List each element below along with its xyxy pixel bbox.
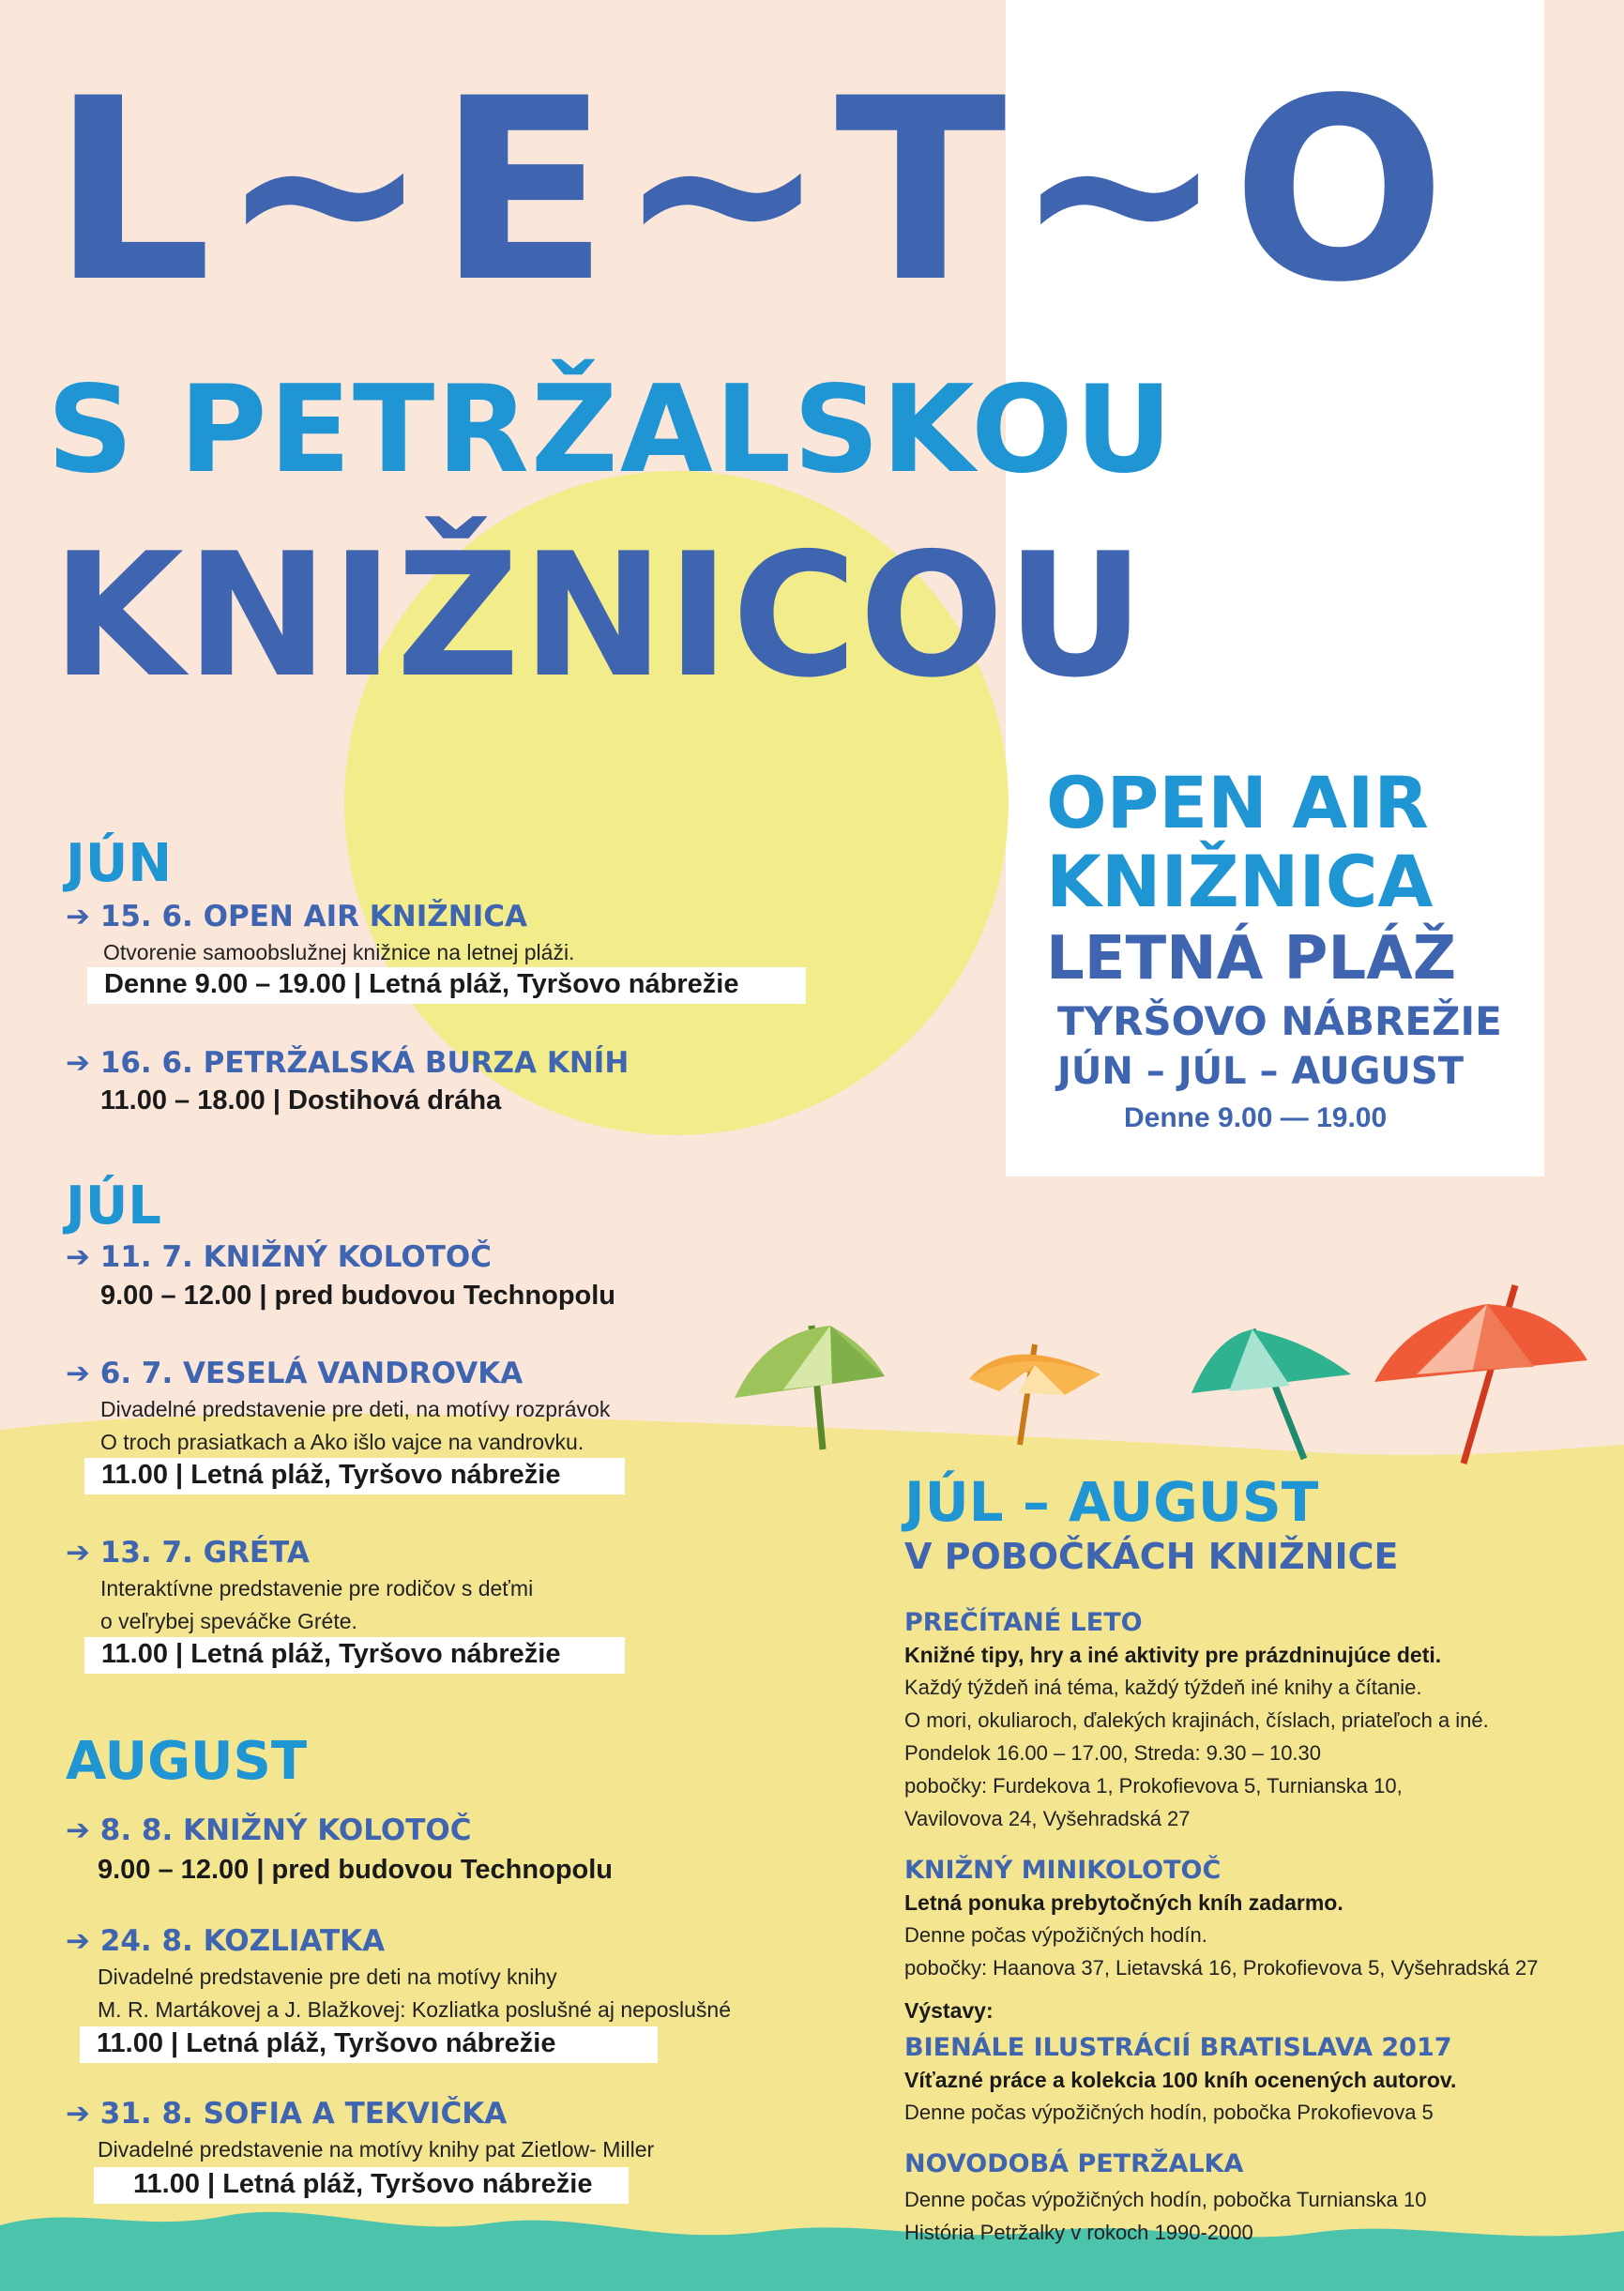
title-line-1: L~E~T~O: [52, 45, 1454, 338]
event-july-3-time: 11.00 | Letná pláž, Tyršovo nábrežie: [84, 1637, 625, 1674]
section-precitane-leto-line-4: pobočky: Furdekova 1, Prokofievova 5, Turnianska 10,: [904, 1774, 1403, 1798]
section-precitane-leto-line-1: Každý týždeň iná téma, každý týždeň iné knihy a čítanie.: [904, 1676, 1422, 1699]
branches-subheading: V POBOČKÁCH KNIŽNICE: [904, 1536, 1399, 1577]
section-bienale-line-1: Denne počas výpožičných hodín, pobočka Prokofievova 5: [904, 2101, 1434, 2124]
umbrella-teal-icon: [1187, 1318, 1356, 1464]
event-july-3-desc-2: o veľrybej speváčke Gréte.: [100, 1609, 357, 1633]
section-novodoba-title: NOVODOBÁ PETRŽALKA: [904, 2149, 1244, 2178]
event-august-2-desc-2: M. R. Martákovej a J. Blažkovej: Kozliatka poslušné aj neposlušné: [98, 1997, 731, 2022]
event-july-3-title: ➔ 13. 7. GRÉTA: [66, 1536, 310, 1570]
section-novodoba-line-2: História Petržalky v rokoch 1990-2000: [904, 2221, 1253, 2244]
info-kniznica: KNIŽNICA: [1046, 840, 1434, 923]
info-months: JÚN – JÚL – AUGUST: [1057, 1050, 1465, 1093]
info-hours: Denne 9.00 — 19.00: [1124, 1102, 1388, 1133]
event-june-2-title: ➔ 16. 6. PETRŽALSKÁ BURZA KNÍH: [66, 1046, 630, 1080]
section-precitane-leto-bold: Knižné tipy, hry a iné aktivity pre prázdninujúce deti.: [904, 1643, 1442, 1667]
event-august-2-title: ➔ 24. 8. KOZLIATKA: [66, 1924, 386, 1958]
exhibitions-label: Výstavy:: [904, 1998, 994, 2023]
event-august-1-title: ➔ 8. 8. KNIŽNÝ KOLOTOČ: [66, 1813, 472, 1847]
info-letna-plaz: LETNÁ PLÁŽ: [1046, 924, 1457, 994]
event-july-2-title: ➔ 6. 7. VESELÁ VANDROVKA: [66, 1357, 524, 1390]
month-june-heading: JÚN: [66, 833, 173, 894]
event-july-3-desc-1: Interaktívne predstavenie pre rodičov s deťmi: [100, 1576, 534, 1601]
umbrella-red-icon: [1370, 1281, 1590, 1468]
event-july-1-time: 9.00 – 12.00 | pred budovou Technopolu: [100, 1281, 616, 1311]
umbrella-green-icon: [727, 1309, 896, 1454]
info-open-air: OPEN AIR: [1046, 761, 1429, 844]
event-august-3-time: 11.00 | Letná pláž, Tyršovo nábrežie: [94, 2167, 629, 2204]
branches-heading: JÚL – AUGUST: [904, 1470, 1319, 1534]
month-july-heading: JÚL: [66, 1176, 161, 1237]
section-precitane-leto-line-5: Vavilovova 24, Vyšehradská 27: [904, 1807, 1191, 1830]
event-june-2-time: 11.00 – 18.00 | Dostihová dráha: [100, 1085, 502, 1115]
title-line-2: S PETRŽALSKOU: [47, 360, 1175, 500]
umbrella-orange-icon: [962, 1328, 1107, 1449]
month-august-heading: AUGUST: [66, 1731, 308, 1792]
section-minikolotoc-line-2: pobočky: Haanova 37, Lietavská 16, Prokofievova 5, Vyšehradská 27: [904, 1956, 1539, 1980]
event-august-2-desc-1: Divadelné predstavenie pre deti na motívy knihy: [98, 1965, 557, 1989]
event-june-1-time: Denne 9.00 – 19.00 | Letná pláž, Tyršovo nábrežie: [87, 967, 806, 1004]
event-june-1-title: ➔ 15. 6. OPEN AIR KNIŽNICA: [66, 900, 527, 933]
event-june-1-desc: Otvorenie samoobslužnej knižnice na letnej pláži.: [103, 940, 575, 964]
section-minikolotoc-title: KNIŽNÝ MINIKOLOTOČ: [904, 1856, 1222, 1885]
section-precitane-leto-line-2: O mori, okuliaroch, ďalekých krajinách, číslach, priateľoch a iné.: [904, 1708, 1489, 1732]
section-bienale-title: BIENÁLE ILUSTRÁCIÍ BRATISLAVA 2017: [904, 2033, 1452, 2062]
info-tyrsovo: TYRŠOVO NÁBREŽIE: [1057, 998, 1502, 1044]
section-precitane-leto-title: PREČÍTANÉ LETO: [904, 1608, 1143, 1637]
event-august-3-title: ➔ 31. 8. SOFIA A TEKVIČKA: [66, 2097, 508, 2131]
section-precitane-leto-line-3: Pondelok 16.00 – 17.00, Streda: 9.30 – 10.30: [904, 1741, 1322, 1765]
section-novodoba-line-1: Denne počas výpožičných hodín, pobočka Turnianska 10: [904, 2188, 1427, 2211]
event-july-2-desc-1: Divadelné predstavenie pre deti, na motívy rozprávok: [100, 1397, 611, 1421]
event-august-3-desc-1: Divadelné predstavenie na motívy knihy pat Zietlow- Miller: [98, 2137, 655, 2162]
section-bienale-bold: Víťazné práce a kolekcia 100 kníh ocenených autorov.: [904, 2068, 1457, 2092]
event-july-2-desc-2: O troch prasiatkach a Ako išlo vajce na vandrovku.: [100, 1430, 584, 1454]
event-july-2-time: 11.00 | Letná pláž, Tyršovo nábrežie: [84, 1458, 625, 1494]
title-line-3: KNIŽNICOU: [52, 516, 1147, 715]
section-minikolotoc-bold: Letná ponuka prebytočných kníh zadarmo.: [904, 1890, 1343, 1915]
event-july-1-title: ➔ 11. 7. KNIŽNÝ KOLOTOČ: [66, 1240, 493, 1274]
event-august-2-time: 11.00 | Letná pláž, Tyršovo nábrežie: [80, 2026, 658, 2063]
section-minikolotoc-line-1: Denne počas výpožičných hodín.: [904, 1923, 1207, 1947]
event-august-1-time: 9.00 – 12.00 | pred budovou Technopolu: [98, 1855, 614, 1885]
